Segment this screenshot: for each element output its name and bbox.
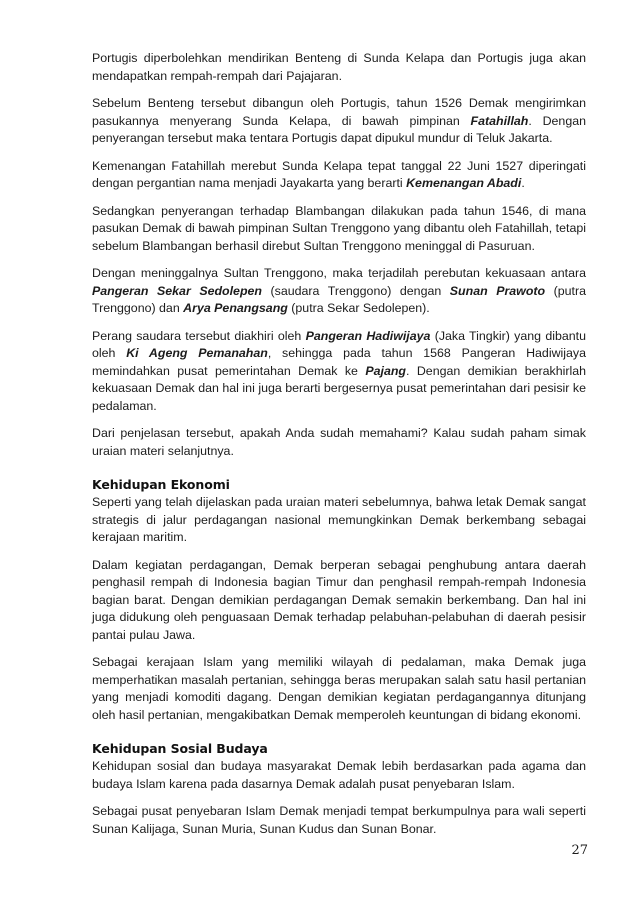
paragraph-serangan-sunda-kelapa <box>92 95 586 148</box>
paragraph-penjelasan <box>92 425 586 460</box>
page-body <box>92 50 586 848</box>
paragraph-text: . <box>521 176 525 190</box>
paragraph-ekonomi-3: Sebagai kerajaan Islam yang memiliki wilayah di pedalaman, maka Demak juga memperhatikan masalah pertanian, sehingga beras merupakan salah satu hasil pertanian yang menjadi komoditi dagang. Dengan demikian kegiatan perdagangannya ditunjang oleh hasil pertanian, mengakibatkan Demak memperoleh keuntungan di bidang ekonomi. <box>92 655 586 722</box>
paragraph-ekonomi-1: Seperti yang telah dijelaskan pada uraian materi sebelumnya, bahwa letak Demak sangat strategis di jalur perdagangan nasional memungkinkan Demak berkembang sebagai kerajaan maritim. <box>92 495 586 544</box>
paragraph-text: Dari penjelasan tersebut, apakah Anda sudah memahami? Kalau sudah paham simak uraian materi selanjutnya. <box>92 426 586 458</box>
paragraph-text: Sedangkan penyerangan terhadap Blambangan dilakukan pada tahun 1546, di mana pasukan Demak di bawah pimpinan Sultan Trenggono yang dibantu oleh Fatahillah, tetapi sebelum Blambangan berhasil direbut Sultan Trenggono meninggal di Pasuruan. <box>92 203 586 253</box>
emphasis-kemenangan-abadi: Kemenangan Abadi <box>406 176 522 190</box>
paragraph-text: Kemenangan Fatahillah merebut Sunda Kelapa tepat tanggal 22 Juni 1527 diperingati dengan pergantian nama menjadi Jayakarta yang berarti <box>92 158 586 190</box>
paragraph-text: (putra Trenggono) dan <box>92 283 587 315</box>
emphasis-fatahillah: Fatahillah <box>470 113 529 128</box>
emphasis-pangeran-hadiwijaya: Pangeran Hadiwijaya <box>305 328 431 343</box>
emphasis-pangeran-sekar-sedolepen: Pangeran Sekar Sedolepen <box>92 283 262 298</box>
paragraph-ekonomi-2: Dalam kegiatan perdagangan, Demak berperan sebagai penghubung antara daerah penghasil rempah di Indonesia bagian Timur dan penghasil rempah-rempah Indonesia bagian barat. Dengan demikian perdagangan Demak semakin berkembang. Dan hal ini juga didukung oleh penguasaan Demak terhadap pelabuhan-pelabuhan di daerah pesisir pantai pulau Jawa. <box>92 557 586 642</box>
paragraph-text: (Jaka Tingkir) yang dibantu oleh <box>92 328 586 360</box>
emphasis-arya-penangsang: Arya Penangsang <box>183 301 288 315</box>
page-number: 27 <box>571 843 588 858</box>
paragraph-perang-saudara <box>92 328 586 416</box>
paragraph-text: . Dengan penyerangan tersebut maka tentara Portugis dapat dipukul mundur di Teluk Jakarta. <box>92 113 586 145</box>
section-heading-sosial-budaya: Kehidupan Sosial Budaya <box>92 741 268 756</box>
paragraph-text: Perang saudara tersebut diakhiri oleh <box>92 328 306 343</box>
emphasis-sunan-prawoto: Sunan Prawoto <box>449 283 546 298</box>
paragraph-kemenangan-fatahillah <box>92 158 586 193</box>
paragraph-text: Sebelum Benteng tersebut dibangun oleh Portugis, tahun 1526 Demak mengirimkan pasukannya menyerang Sunda Kelapa, di bawah pimpinan <box>92 96 586 128</box>
paragraph-text: Portugis diperbolehkan mendirikan Benteng di Sunda Kelapa dan Portugis juga akan mendapatkan rempah-rempah dari Pajajaran. <box>92 51 586 83</box>
paragraph-text: , sehingga pada tahun 1568 Pangeran Hadiwijaya memindahkan pusat pemerintahan Demak ke <box>92 346 587 378</box>
paragraph-sosial-2: Sebagai pusat penyebaran Islam Demak menjadi tempat berkumpulnya para wali seperti Sunan Kalijaga, Sunan Muria, Sunan Kudus dan Sunan Bonar. <box>92 804 586 836</box>
paragraph-serangan-blambangan <box>92 203 586 256</box>
emphasis-pajang: Pajang <box>365 363 406 378</box>
paragraph-sosial-1: Kehidupan sosial dan budaya masyarakat Demak lebih berdasarkan pada agama dan budaya Islam karena pada dasarnya Demak adalah pusat penyebaran Islam. <box>92 759 586 791</box>
paragraph-text: (putra Sekar Sedolepen). <box>287 301 430 315</box>
paragraph-perebutan-kekuasaan <box>92 265 586 318</box>
paragraph-text: (saudara Trenggono) dengan <box>261 283 450 298</box>
paragraph-text: Dengan meninggalnya Sultan Trenggono, maka terjadilah perebutan kekuasaan antara <box>92 266 586 280</box>
section-heading-ekonomi: Kehidupan Ekonomi <box>92 477 230 492</box>
paragraph-benteng-portugis <box>92 50 586 85</box>
paragraph-text: . Dengan demikian berakhirlah kekuasaan Demak dan hal ini juga berarti bergesernya pusat pemerintahan dari pesisir ke pedalaman. <box>92 363 586 413</box>
emphasis-ki-ageng-pemanahan: Ki Ageng Pemanahan <box>126 346 268 360</box>
